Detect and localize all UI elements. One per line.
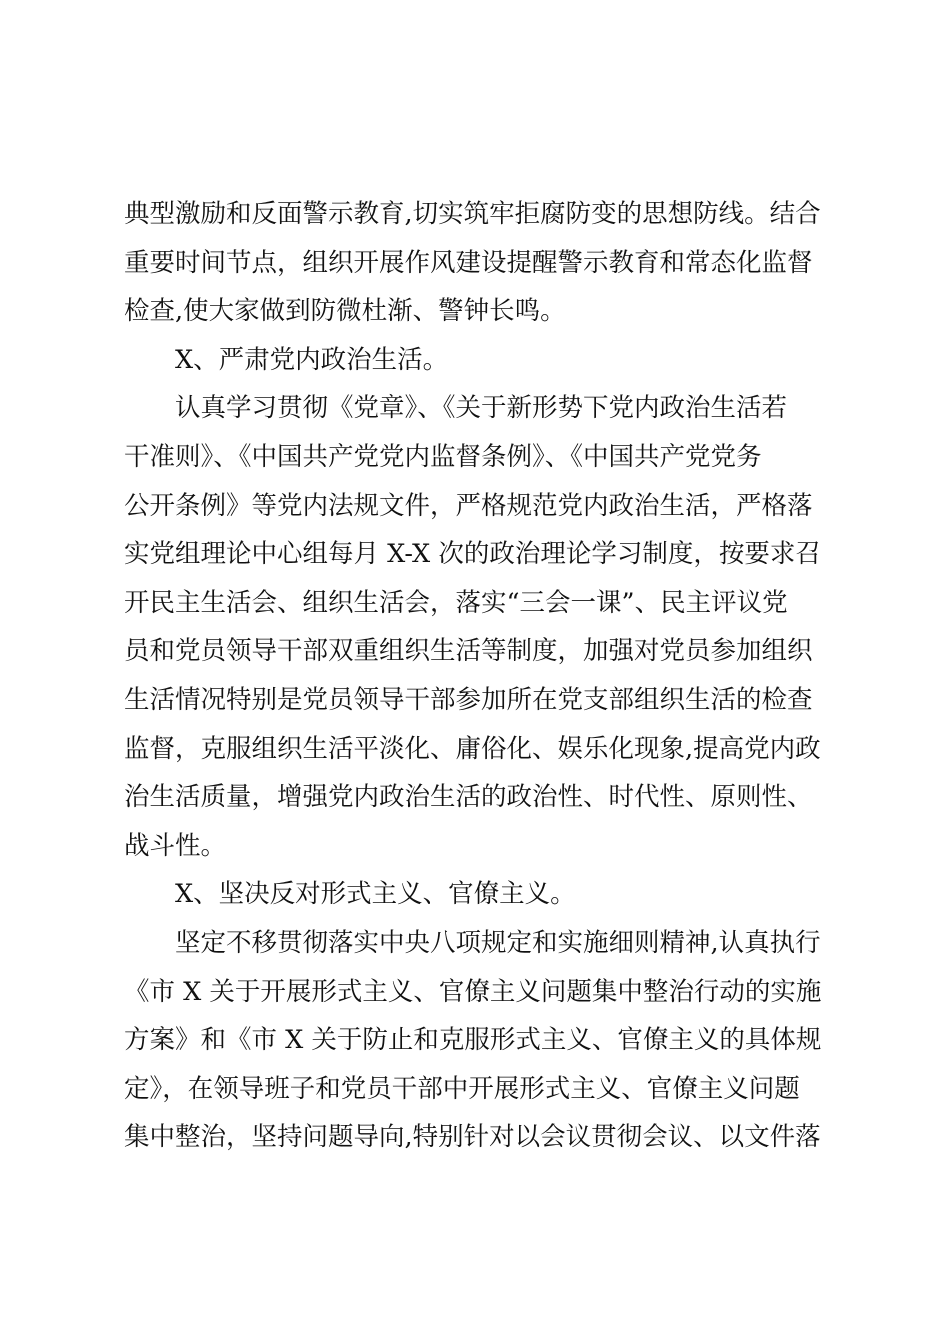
text-line: 生活情况特别是党员领导干部参加所在党支部组织生活的检查: [124, 684, 813, 715]
text-line: 治生活质量，增强党内政治生活的政治性、时代性、原则性、: [124, 782, 813, 813]
text-line: 方案》和《市 X 关于防止和克服形式主义、官僚主义的具体规: [124, 1025, 822, 1056]
text-line: 集中整治，坚持问题导向,特别针对以会议贯彻会议、以文件落: [124, 1122, 821, 1153]
text-line: 检查,使大家做到防微杜渐、警钟长鸣。: [124, 296, 566, 327]
text-line: 认真学习贯彻《党章》、《关于新形势下党内政治生活若: [175, 393, 788, 424]
text-line: 典型激励和反面警示教育,切实筑牢拒腐防变的思想防线。结合: [124, 199, 821, 229]
text-line: 坚定不移贯彻落实中央八项规定和实施细则精神,认真执行: [175, 927, 821, 958]
text-line: X、坚决反对形式主义、官僚主义。: [175, 879, 576, 910]
text-line: 实党组理论中心组每月 X-X 次的政治理论学习制度，按要求召: [124, 539, 821, 570]
text-line: 重要时间节点，组织开展作风建设提醒警示教育和常态化监督: [124, 247, 813, 278]
text-line: 开民主生活会、组织生活会，落实“三会一课”、民主评议党: [124, 587, 788, 618]
text-line: 监督，克服组织生活平淡化、庸俗化、娱乐化现象,提高党内政: [124, 733, 821, 764]
text-line: 《市 X 关于开展形式主义、官僚主义问题集中整治行动的实施: [124, 976, 822, 1007]
document-body: [124, 190, 830, 1162]
text-line: 定》，在领导班子和党员干部中开展形式主义、官僚主义问题: [124, 1073, 800, 1104]
text-line: X、严肃党内政治生活。: [175, 344, 449, 375]
text-line: 战斗性。: [124, 830, 227, 861]
text-line: 员和党员领导干部双重组织生活等制度，加强对党员参加组织: [124, 636, 813, 667]
text-line: 干准则》、《中国共产党党内监督条例》、《中国共产党党务: [124, 441, 762, 472]
text-line: 公开条例》等党内法规文件，严格规范党内政治生活，严格落: [124, 490, 813, 521]
